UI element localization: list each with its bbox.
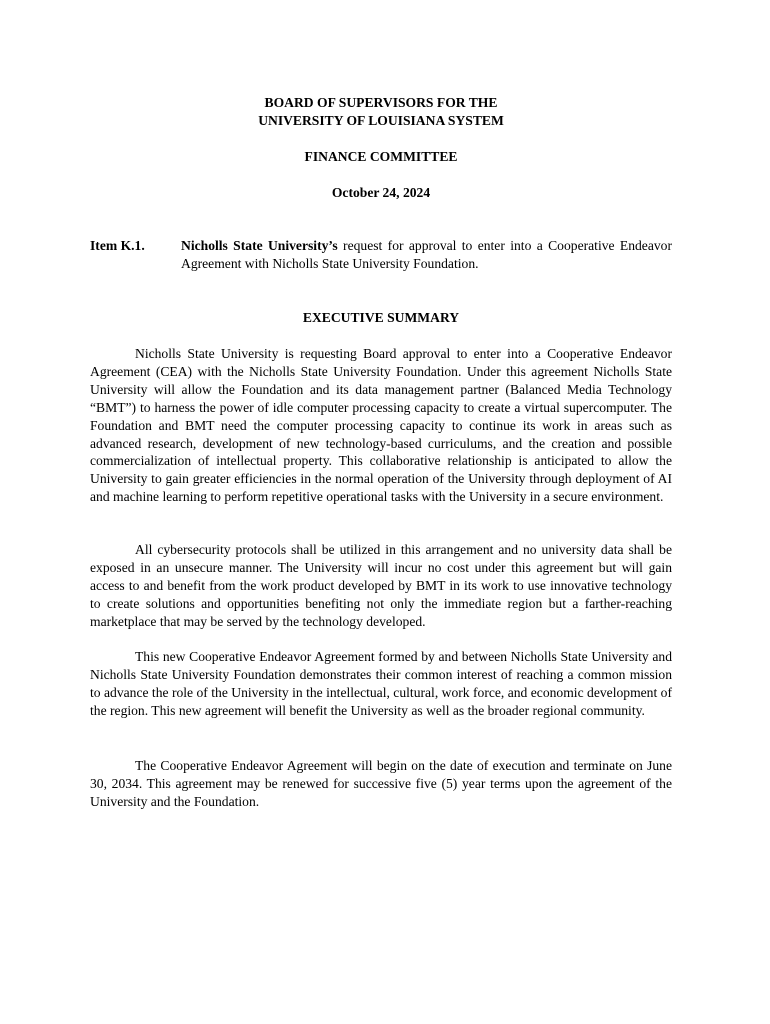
meeting-date: October 24, 2024	[331, 185, 431, 200]
item-subject-bold: Nicholls State University’s	[181, 238, 338, 253]
summary-paragraph-1: Nicholls State University is requesting Board approval to enter into a Cooperative Endeavor Agreement (CEA) with the Nicholls State University Foundation. Under this agreement Nicholls State University will allow the Foundation and its data management partner (Balanced Media Technology “BMT”) to harness the power of idle computer processing capacity to create a virtual supercomputer. The Foundation and BMT need the computer processing capacity to continue its work in areas such as advanced research, development of new technology-based curriculums, and the creation and possible commercialization of intellectual property. This collaborative relationship is anticipated to allow the University to gain greater efficiencies in the normal operation of the University through deployment of AI and machine learning to perform repetitive operational tasks with the University in a secure environment.	[90, 346, 672, 505]
executive-summary-title: EXECUTIVE SUMMARY	[302, 310, 460, 325]
board-title-line-2: UNIVERSITY OF LOUISIANA SYSTEM	[258, 113, 504, 128]
committee-name: FINANCE COMMITTEE	[304, 149, 458, 164]
summary-paragraph-3: This new Cooperative Endeavor Agreement formed by and between Nicholls State University and Nicholls State University Foundation demonstrates their common interest of reaching a common mission to advance the role of the University in the intellectual, cultural, work force, and economic development of the region. This new agreement will benefit the University as well as the broader regional community.	[90, 649, 672, 718]
summary-paragraph-4: The Cooperative Endeavor Agreement will begin on the date of execution and terminate on June 30, 2034. This agreement may be renewed for successive five (5) year terms upon the agreement of the University and the Foundation.	[90, 758, 672, 809]
item-number: Item K.1.	[90, 238, 145, 253]
item-subject-rest: request for approval to enter into a Cooperative Endeavor Agreement with Nicholls State University Foundation.	[181, 238, 672, 271]
board-title-line-1: BOARD OF SUPERVISORS FOR THE	[264, 95, 498, 110]
summary-paragraph-2: All cybersecurity protocols shall be utilized in this arrangement and no university data shall be exposed in an unsecure manner. The University will incur no cost under this agreement but will gain access to and benefit from the work product developed by BMT in its work to use innovative technology to create solutions and opportunities benefiting not only the immediate region but a farther-reaching marketplace that may be served by the technology developed.	[90, 542, 672, 629]
item-description	[181, 237, 672, 273]
